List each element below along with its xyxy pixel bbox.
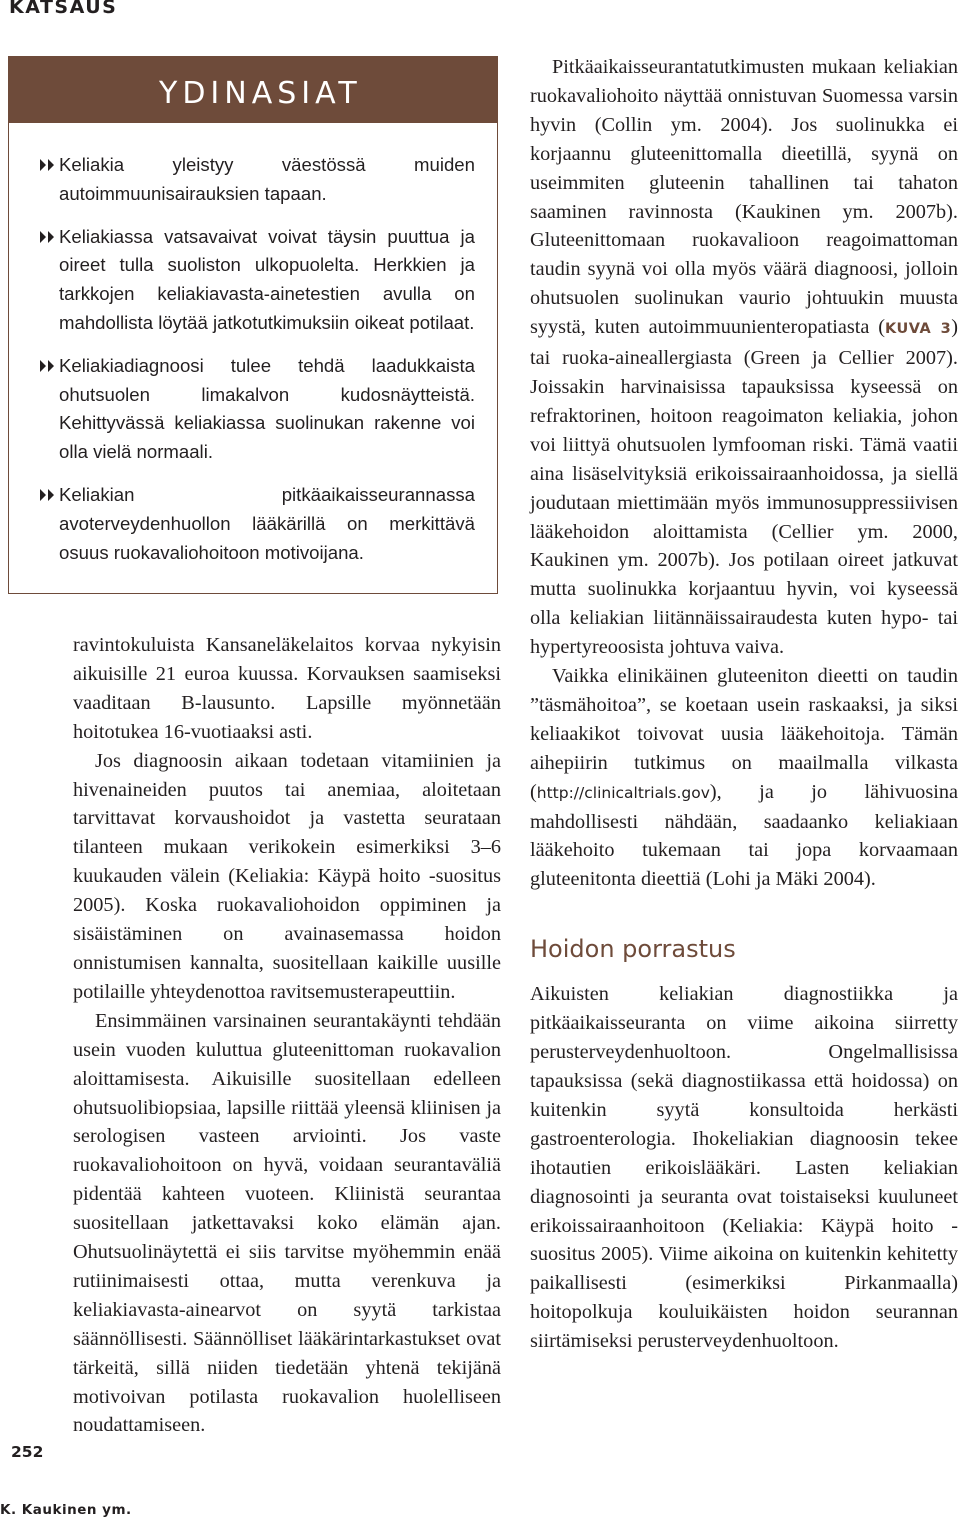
key-points-title: YDINASIAT bbox=[9, 57, 497, 123]
body-paragraph: ravintokuluista Kansaneläkelaitos korvaa nykyisin aikuisille 21 euroa kuussa. Korvauksen saamiseksi vaaditaan B-lausunto. Lapsille myönnetään hoitotukea 16-vuotiaaksi asti. bbox=[73, 634, 501, 743]
key-point-item bbox=[9, 223, 497, 338]
key-point-item bbox=[9, 352, 497, 467]
key-points-list bbox=[9, 151, 497, 581]
footer-author: K. Kaukinen ym. bbox=[0, 1502, 132, 1518]
paragraph-text: ) tai ruoka-aineallergiasta (Green ja Cellier 2007). Joissakin harvinaisissa tapauksissa kyseessä on refraktorinen, hoitoon reagoimaton keliakia, johon voi liittyä ohutsuolen lymfooman riski. Tämä vaatii aina lisäselvityksiä erikoissairaanhoidossa, ja siellä joudutaan miettimään myös immunosuppressiivisen lääkehoidon aloittamista (Cellier ym. 2000, Kaukinen ym. 2007b). Jos potilaan oireet jatkuvat mutta suolinukka korjaantuu hyvin, voi kyseessä olla keliakian liitännäissairaudesta kuten hypo- tai hypertyreoosista johtuva vaiva. bbox=[530, 316, 958, 659]
key-points-box bbox=[8, 56, 498, 594]
key-point-item bbox=[9, 481, 497, 567]
key-point-item bbox=[9, 151, 497, 209]
paragraph-text: Vaikka elinikäinen gluteeniton dieetti on taudin ”täsmähoitoa”, se koetaan usein raskaaksi, ja siksi keliaakikot toivovat uusia lääkehoitoja. Tämän aihepiirin tutkimus on maailmalla vilkasta ( bbox=[530, 665, 958, 803]
key-point-text: Keliakian pitkäaikaisseurannassa avoterveydenhuollon lääkärillä on merkittävä osuus ruokavaliohoitoon motivoijana. bbox=[59, 483, 475, 563]
key-point-text: Keliakia yleistyy väestössä muiden autoimmuunisairauksien tapaan. bbox=[59, 154, 475, 204]
double-chevron-right-icon bbox=[39, 230, 57, 244]
right-text-column bbox=[530, 53, 958, 1356]
page-number: 252 bbox=[11, 1443, 44, 1461]
section-label: KATSAUS bbox=[9, 0, 118, 18]
figure-reference-link[interactable]: KUVA 3 bbox=[885, 321, 952, 338]
body-paragraph: Jos diagnoosin aikaan todetaan vitamiinien ja hivenaineiden puutos tai anemiaa, aloitetaan tarvittavat korvaushoidot ja vastetta seurataan tilanteen mukaan verikokein esimerkiksi 3–6 kuukauden välein (Keliakia: Käypä hoito -suositus 2005). Koska ruokavaliohoidon oppiminen ja sisäistäminen on avainasemassa hoidon onnistumisen kannalta, suositellaan kaikille uusille potilaille yhteydenottoa ravitsemusterapeuttiin. bbox=[73, 749, 501, 1003]
clinicaltrials-link[interactable]: http://clinicaltrials.gov bbox=[536, 783, 710, 802]
key-point-text: Keliakiadiagnoosi tulee tehdä laadukkaista ohutsuolen limakalvon kudosnäytteistä. Kehittyvässä keliakiassa suolinukan rakenne voi olla vielä normaali. bbox=[59, 354, 475, 463]
paragraph-text: Pitkäaikaisseurantatutkimusten mukaan keliakian ruokavaliohoito näyttää onnistuvan Suomessa varsin hyvin (Collin ym. 2004). Jos suolinukka ei korjaannu gluteenittomalla dieetillä, syynä on useimmiten gluteenin tahallinen tai tahaton saaminen ravinnosta (Kaukinen ym. 2007b). Gluteenittomaan ruokavalioon reagoimattoman taudin syynä voi olla myös väärä diagnoosi, jolloin ohutsuolen suolinukan vaurio johtuukin muusta syystä, kuten autoimmuunienteropatiasta ( bbox=[530, 56, 958, 339]
paragraph-text: ), ja jo lähivuosina mahdollisesti nähdään, saadaanko keliakiaan lääkehoito tukemaan tai jopa korvaamaan gluteenitonta dieettiä (Lohi ja Mäki 2004). bbox=[530, 780, 958, 891]
key-point-text: Keliakiassa vatsavaivat voivat täysin puuttua ja oireet tulla suoliston ulkopuolelta. Herkkien ja tarkkojen keliakiavasta-ainetestien avulla on mahdollista löytää jatkotutkimuksiin oikeat potilaat. bbox=[59, 225, 475, 333]
double-chevron-right-icon bbox=[39, 488, 57, 502]
double-chevron-right-icon bbox=[39, 359, 57, 373]
body-paragraph bbox=[530, 53, 958, 662]
body-paragraph: Aikuisten keliakian diagnostiikka ja pitkäaikaisseuranta on viime aikoina siirretty perusterveydenhuoltoon. Ongelmallisissa tapauksissa (sekä diagnostiikassa että hoidossa) on kuitenkin syytä konsultoida herkästi gastroenterologia. Ihokeliakian diagnoosin tekee ihotautien erikoislääkäri. Lasten keliakian diagnosointi ja seuranta ovat toistaiseksi kuuluneet erikoissairaanhoitoon (Keliakia: Käypä hoito -suositus 2005). Viime aikoina on kuitenkin kehitetty paikallisesti (esimerkiksi Pirkanmaalla) hoitopolkuja kouluikäisten hoidon seurannan siirtämiseksi perusterveydenhuoltoon. bbox=[530, 983, 958, 1353]
double-chevron-right-icon bbox=[39, 158, 57, 172]
body-paragraph bbox=[530, 662, 958, 894]
section-heading: Hoidon porrastus bbox=[530, 935, 736, 964]
left-text-column bbox=[73, 631, 501, 1440]
body-paragraph: Ensimmäinen varsinainen seurantakäynti tehdään usein vuoden kuluttua gluteenittoman ruokavalion aloittamisesta. Aikuisille suositellaan edelleen ohutsuolibiopsiaa, lapsille riittää yleensä kliinisen ja serologisen vasteen arviointi. Jos vaste ruokavaliohoitoon on hyvä, voidaan seurantaväliä pidentää kahteen vuoteen. Kliinistä seurantaa suositellaan jatkettavaksi koko elämän ajan. Ohutsuolinäytettä ei siis tarvitse myöhemmin enää rutiinimaisesti ottaa, mutta verenkuva ja keliakiavasta-ainearvot on syytä tarkistaa säännöllisesti. Säännölliset lääkärintarkastukset ovat tärkeitä, sillä niiden tiedetään yhtenä tekijänä motivoivan potilasta ruokavalion huolelliseen noudattamiseen. bbox=[73, 1009, 501, 1437]
